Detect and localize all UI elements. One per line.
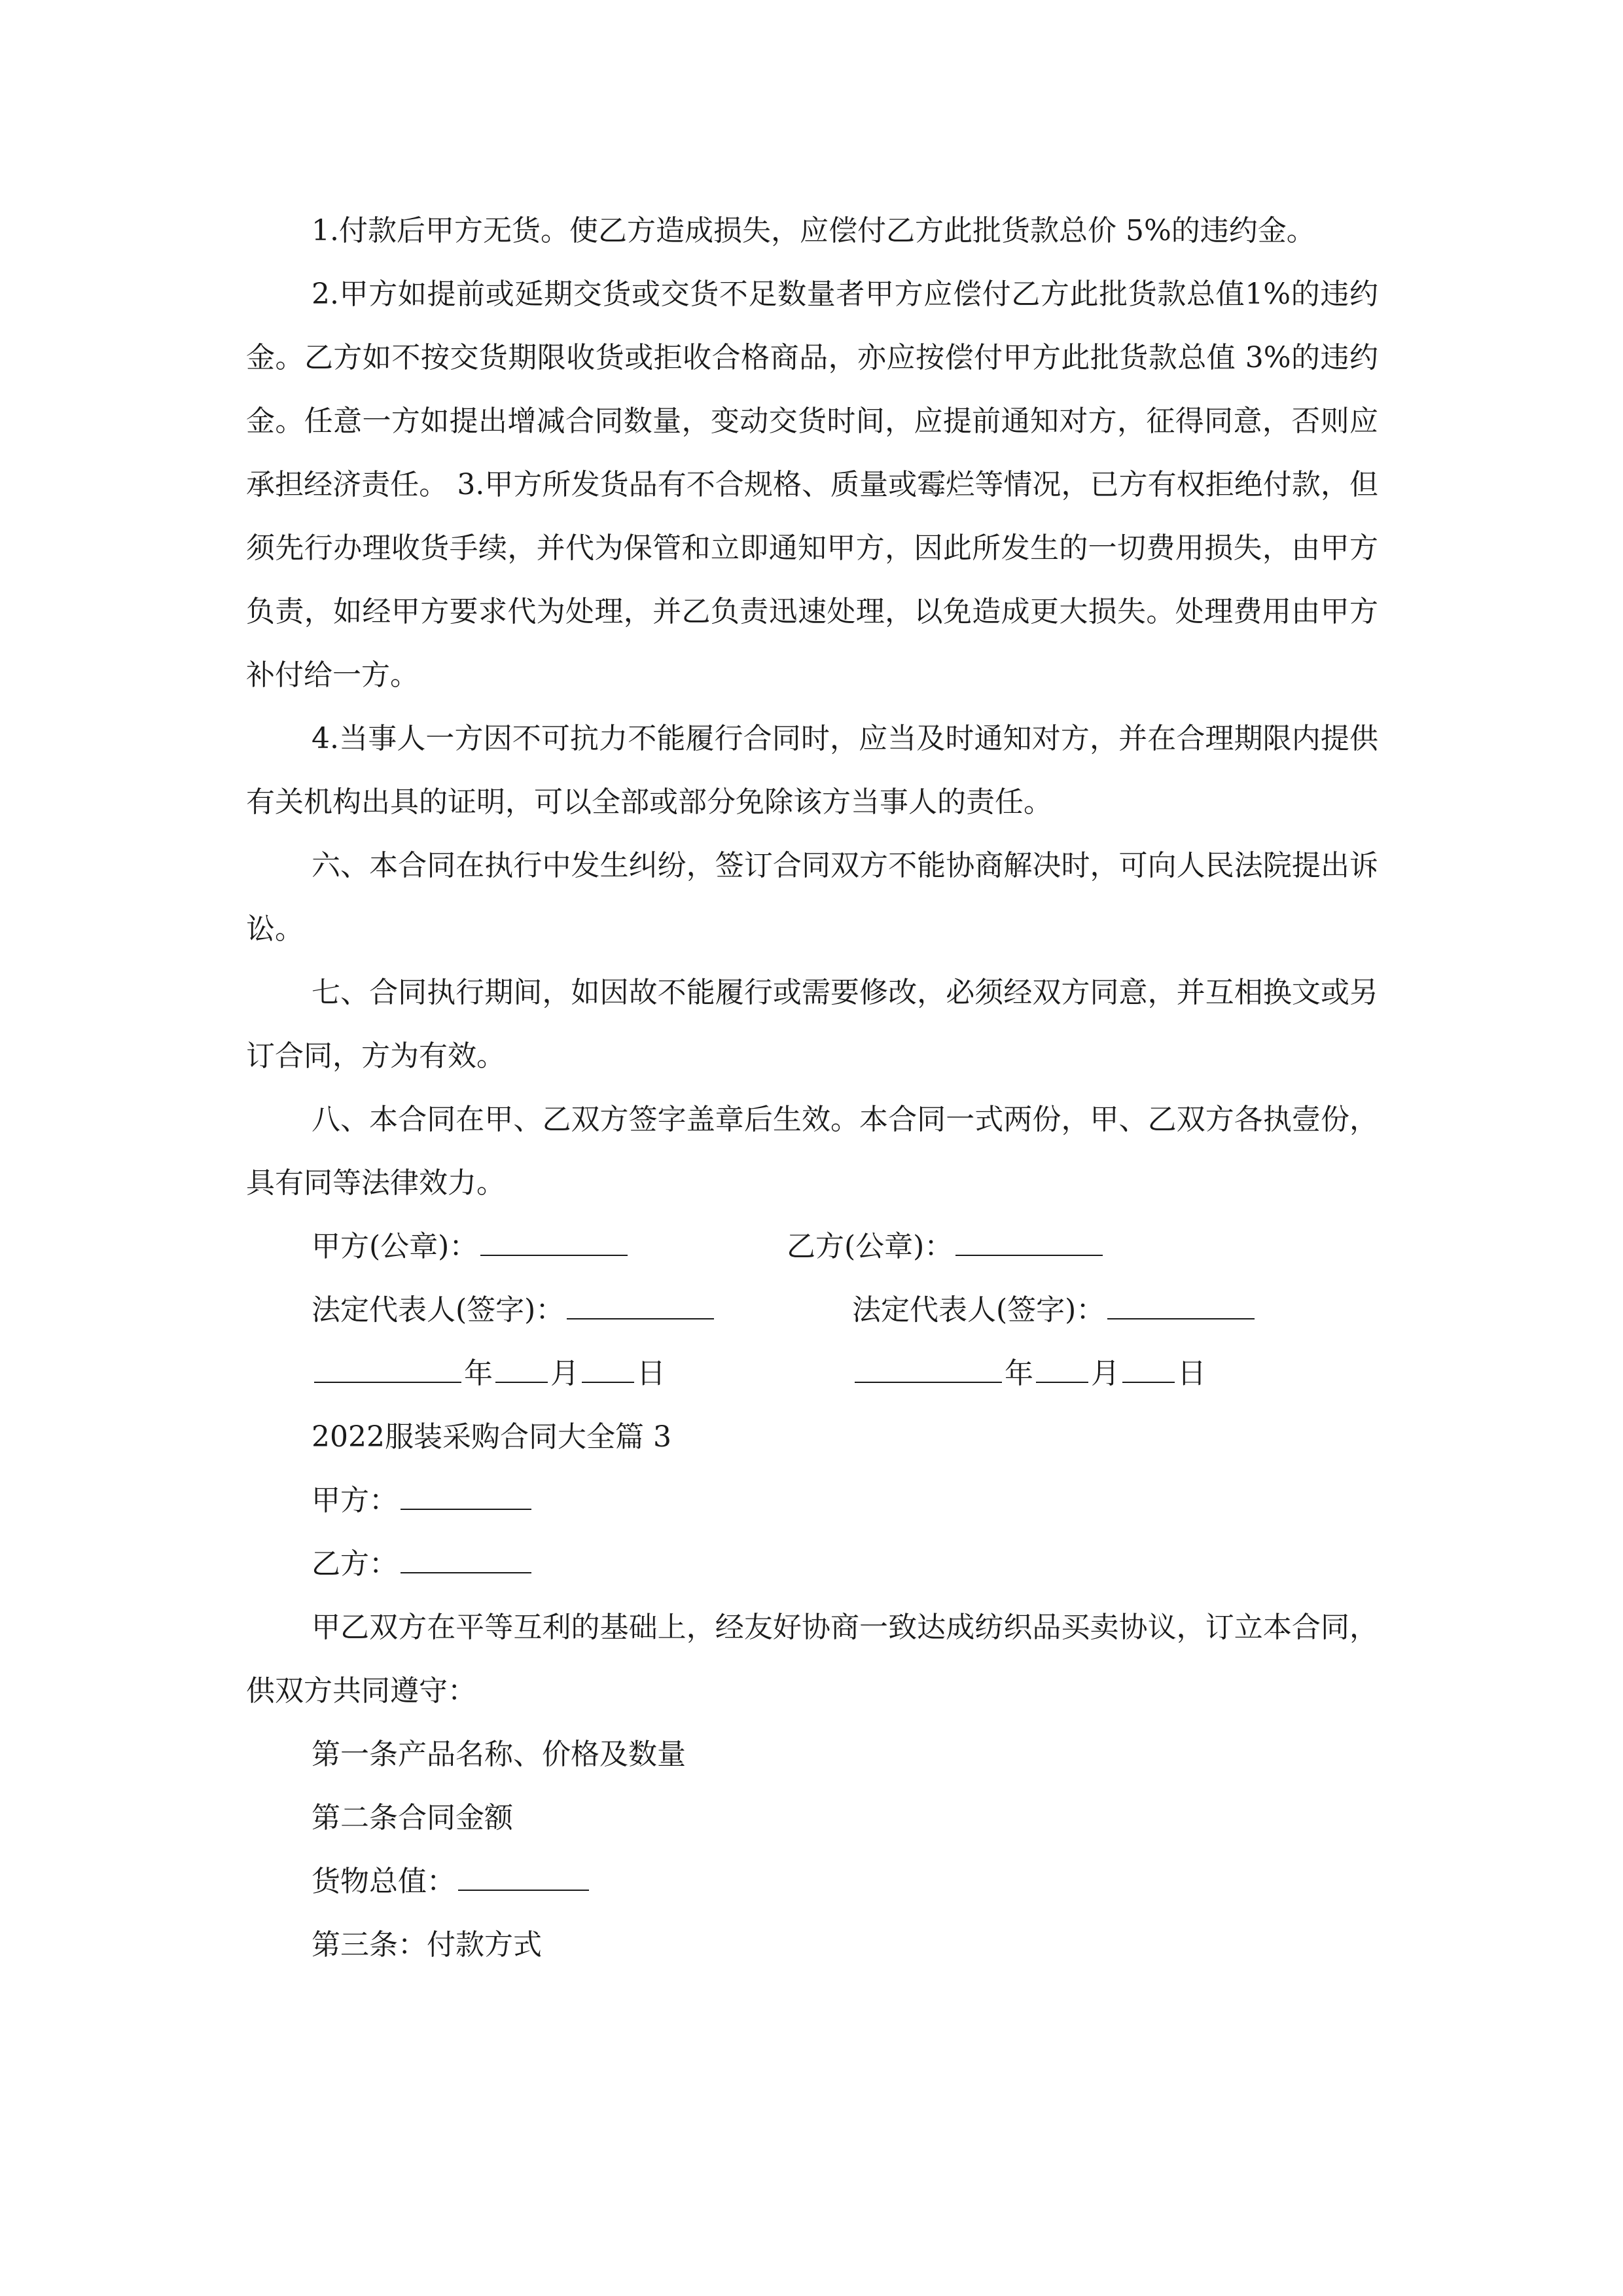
date-b-day-blank	[1122, 1359, 1175, 1383]
party-a-seal-label: 甲方(公章)：	[312, 1230, 478, 1263]
total-value	[312, 1850, 592, 1913]
rep-a	[312, 1278, 717, 1342]
article-1: 第一条产品名称、价格及数量	[312, 1738, 686, 1771]
date-b-year: 年	[1005, 1357, 1033, 1390]
party-b-blank	[401, 1550, 531, 1573]
rep-b	[852, 1278, 1257, 1342]
clause-1: 1.付款后甲方无货。使乙方造成损失，应偿付乙方此批货款总价 5%的违约金。	[312, 214, 1315, 247]
article-3-line	[246, 1913, 1378, 1977]
party-a-blank	[401, 1486, 531, 1510]
date-a-year: 年	[464, 1357, 493, 1390]
party-b	[312, 1532, 534, 1596]
clause-six: 六、本合同在执行中发生纠纷，签订合同双方不能协商解决时，可向人民法院提出诉讼。	[246, 849, 1378, 946]
article-3: 第三条：付款方式	[312, 1928, 542, 1962]
section-title-line	[246, 1405, 1378, 1469]
clause-eight: 八、本合同在甲、乙双方签字盖章后生效。本合同一式两份，甲、乙双方各执壹份，具有同等法律效力。	[246, 1103, 1378, 1200]
party-b-line	[246, 1532, 1378, 1596]
clause-2-3: 2.甲方如提前或延期交货或交货不足数量者甲方应偿付乙方此批货款总值1%的违约金。乙方如不按交货期限收货或拒收合格商品，亦应按偿付甲方此批货款总值 3%的违约金。任意一方如提出增减合同数量，变动交货时间，应提前通知对方，征得同意，否则应承担经济责任。 3.甲方所发货品有不合规格、质量或霉烂等情况，已方有权拒绝付款，但须先行办理收货手续，并代为保管和立即通知甲方，因此所发生的一切费用损失，由甲方负责，如经甲方要求代为处理，并乙负责迅速处理，以免造成更大损失。处理费用由甲方补付给一方。	[246, 278, 1378, 692]
party-a-seal-blank	[480, 1232, 628, 1256]
total-value-label: 货物总值：	[312, 1865, 455, 1898]
section-title: 2022服装采购合同大全篇 3	[312, 1420, 671, 1454]
rep-b-label: 法定代表人(签字)：	[852, 1293, 1105, 1327]
party-b-seal-blank	[955, 1232, 1103, 1256]
date-b-month: 月	[1091, 1357, 1120, 1390]
seal-line	[246, 1215, 1378, 1278]
party-b-seal	[787, 1215, 1105, 1278]
date-a-year-blank	[314, 1359, 461, 1383]
date-b-day: 日	[1177, 1357, 1206, 1390]
date-b	[852, 1342, 1206, 1405]
date-a-day-blank	[582, 1359, 634, 1383]
representative-line	[246, 1278, 1378, 1342]
clause-4: 4.当事人一方因不可抗力不能履行合同时，应当及时通知对方，并在合理期限内提供有关机构出具的证明，可以全部或部分免除该方当事人的责任。	[246, 722, 1378, 819]
party-b-label: 乙方：	[312, 1547, 398, 1581]
clause-seven: 七、合同执行期间，如因故不能履行或需要修改，必须经双方同意，并互相换文或另订合同，方为有效。	[246, 976, 1378, 1073]
date-a-month: 月	[550, 1357, 579, 1390]
party-a-seal	[312, 1215, 630, 1278]
party-a-line	[246, 1469, 1378, 1532]
contract-body	[246, 199, 1378, 1977]
date-a-month-blank	[495, 1359, 548, 1383]
rep-a-label: 法定代表人(签字)：	[312, 1293, 565, 1327]
date-a	[312, 1342, 666, 1405]
article-1-line	[246, 1723, 1378, 1786]
party-b-seal-label: 乙方(公章)：	[787, 1230, 954, 1263]
date-a-day: 日	[637, 1357, 666, 1390]
article-2: 第二条合同金额	[312, 1801, 513, 1835]
total-value-line	[246, 1850, 1378, 1913]
article-2-line	[246, 1786, 1378, 1850]
section-intro: 甲乙双方在平等互利的基础上，经友好协商一致达成纺织品买卖协议，订立本合同，供双方共同遵守：	[246, 1611, 1378, 1708]
date-b-year-blank	[855, 1359, 1002, 1383]
rep-a-blank	[567, 1296, 714, 1319]
date-line	[246, 1342, 1378, 1405]
party-a	[312, 1469, 534, 1532]
date-b-month-blank	[1036, 1359, 1088, 1383]
party-a-label: 甲方：	[312, 1484, 398, 1517]
total-value-blank	[458, 1867, 589, 1891]
rep-b-blank	[1107, 1296, 1255, 1319]
